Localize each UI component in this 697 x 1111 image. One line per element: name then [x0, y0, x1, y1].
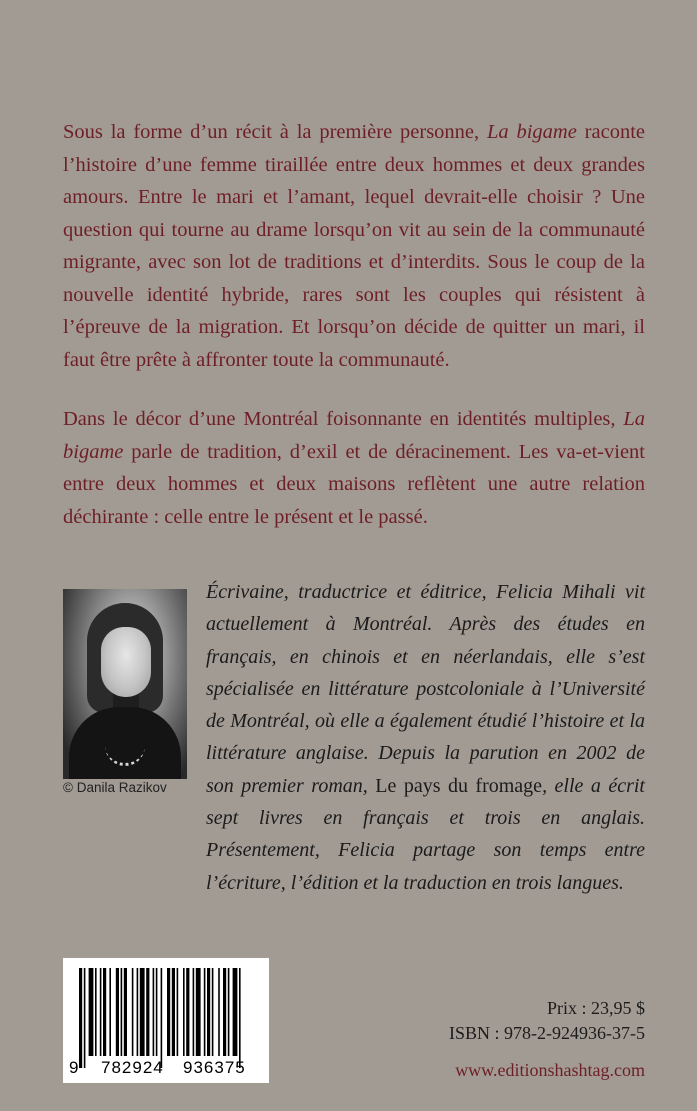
isbn: ISBN : 978-2-924936-37-5 — [449, 1023, 645, 1043]
publisher-website: www.editionshashtag.com — [455, 1060, 645, 1080]
barcode — [63, 958, 269, 1083]
novel-title: Le pays du fromage — [375, 774, 543, 797]
barcode-digit-first: 9 — [69, 1058, 80, 1077]
photo-credit: © Danila Razikov — [63, 780, 167, 795]
barcode-digits-right: 936375 — [183, 1058, 246, 1077]
summary-paragraph-1 — [63, 116, 645, 376]
book-title-italic: La bigame — [63, 408, 645, 463]
author-bio-text-before: Écrivaine, traductrice et éditrice, Felicia Mihali vit actuellement à Montréal. Après des études en français, en chinois et en néerlandais, elle s’est spécialisée en littérature postcoloniale à l’Université de Montréal, où elle a également étudié l’histoire et la littérature anglaise. Depuis la parution en 2002 de son premier roman, — [206, 581, 645, 797]
summary-p2-text-after: parle de tradition, d’exil et de déracinement. Les va-et-vient entre deux hommes et deux maisons reflètent une autre relation déchirante : celle entre le présent et le passé. — [63, 440, 645, 528]
summary-p1-text-after: raconte l’histoire d’une femme tiraillée entre deux hommes et deux grandes amours. Entre le mari et l’amant, lequel devrait-elle choisir ? Une question qui tourne au drame lorsqu’on vit au sein de la communauté migrante, avec son lot de traditions et d’interdits. Sous le coup de la nouvelle identité hybride, rares sont les couples qui résistent à l’épreuve de la migration. Et lorsqu’on décide de quitter un mari, il faut être prête à affronter toute la communauté. — [63, 121, 645, 371]
price: Prix : 23,95 $ — [546, 998, 645, 1018]
author-photo — [63, 589, 187, 779]
author-bio — [206, 576, 645, 899]
summary-paragraph-2 — [63, 403, 645, 533]
summary-p1-text-before: Sous la forme d’un récit à la première personne, — [63, 121, 487, 143]
author-bio-text-after: , elle a écrit sept livres en français et trois en anglais. Présentement, Felicia partage son temps entre l’écriture, l’édition et la traduction en trois langues. — [206, 774, 645, 894]
book-title-italic: La bigame — [487, 121, 577, 143]
barcode-digits-left: 782924 — [101, 1058, 164, 1077]
summary-p2-text-before: Dans le décor d’une Montréal foisonnante en identités multiples, — [63, 408, 624, 430]
